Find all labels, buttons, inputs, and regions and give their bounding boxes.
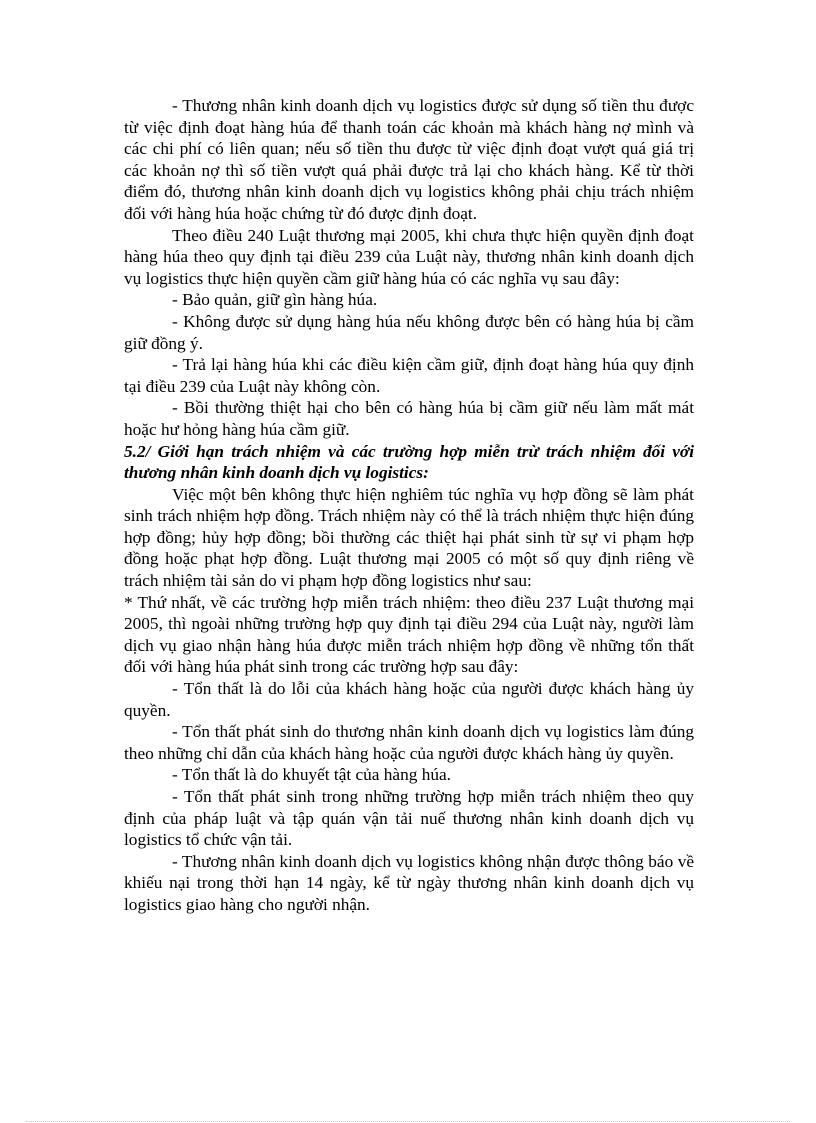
paragraph-disposal-proceeds: - Thương nhân kinh doanh dịch vụ logistics được sử dụng số tiền thu được từ việc định đoạt hàng húa để thanh toán các khoản mà khách hàng nợ mình và các chi phí có liên quan; nếu số tiền thu được từ việc định đoạt vượt quá giá trị các khoản nợ thì số tiền vượt quá phải được trả lại cho khách hàng. Kể từ thời điểm đó, thương nhân kinh doanh dịch vụ logistics không phải chịu trách nhiệm đối với hàng húa hoặc chứng từ đó được định đoạt. [124,96,694,223]
section-heading-5-2: 5.2/ Giới hạn trách nhiệm và các trường hợp miễn trừ trách nhiệm đối với thương nhân kinh doanh dịch vụ logistics: [124,441,694,483]
page-bottom-rule [26,1121,790,1122]
paragraph-article-240: Theo điều 240 Luật thương mại 2005, khi chưa thực hiện quyền định đoạt hàng húa theo quy định tại điều 239 của Luật này, thương nhân kinh doanh dịch vụ logistics thực hiện quyền cầm giữ hàng húa có các nghĩa vụ sau đây: [124,225,694,288]
list-item-compensate-damage: - Bồi thường thiệt hại cho bên có hàng húa bị cầm giữ nếu làm mất mát hoặc hư hỏng hàng húa cầm giữ. [124,398,694,439]
list-item-no-use-goods: - Không được sử dụng hàng húa nếu không được bên có hàng húa bị cầm giữ đồng ý. [124,311,694,353]
paragraph-contract-liability: Việc một bên không thực hiện nghiêm túc nghĩa vụ hợp đồng sẽ làm phát sinh trách nhiệm hợp đồng. Trách nhiệm này có thể là trách nhiệm thực hiện đúng hợp đồng; hủy hợp đồng; bồi thường các thiệt hại phát sinh từ sự vi phạm hợp đồng hoặc phạt hợp đồng. Luật thương mại 2005 có một số quy định riêng về trách nhiệm tài sản do vi phạm hợp đồng logistics như sau: [124,484,694,591]
list-item-no-claim-notice: - Thương nhân kinh doanh dịch vụ logistics không nhận được thông báo về khiếu nại trong thời hạn 14 ngày, kể từ ngày thương nhân kinh doanh dịch vụ logistics giao hàng cho người nhận. [124,851,694,914]
list-item-legal-exemption: - Tổn thất phát sinh trong những trường hợp miễn trách nhiệm theo quy định của pháp luật và tập quán vận tải nuế thương nhân kinh doanh dịch vụ logistics tổ chức vận tải. [124,787,694,850]
list-item-return-goods: - Trả lại hàng húa khi các điều kiện cầm giữ, định đoạt hàng húa quy định tại điều 239 của Luật này không còn. [124,355,694,396]
list-item-goods-defect: - Tổn thất là do khuyết tật của hàng húa. [172,765,451,785]
list-item-following-instructions: - Tổn thất phát sinh do thương nhân kinh doanh dịch vụ logistics làm đúng theo những chỉ dẫn của khách hàng hoặc của người được khách hàng ủy quyền. [124,722,694,763]
paragraph-exemption-cases: * Thứ nhất, về các trường hợp miễn trách nhiệm: theo điều 237 Luật thương mại 2005, thì ngoài những trường hợp quy định tại điều 294 của Luật này, người làm dịch vụ giao nhận hàng húa được miễn trách nhiệm hợp đồng về những tổn thất đối với hàng húa phát sinh trong các trường hợp sau đây: [124,592,694,677]
list-item-preserve-goods: - Bảo quản, giữ gìn hàng húa. [172,290,378,310]
list-item-customer-fault: - Tổn thất là do lỗi của khách hàng hoặc của người được khách hàng ủy quyền. [124,679,694,720]
document-body [124,95,694,916]
